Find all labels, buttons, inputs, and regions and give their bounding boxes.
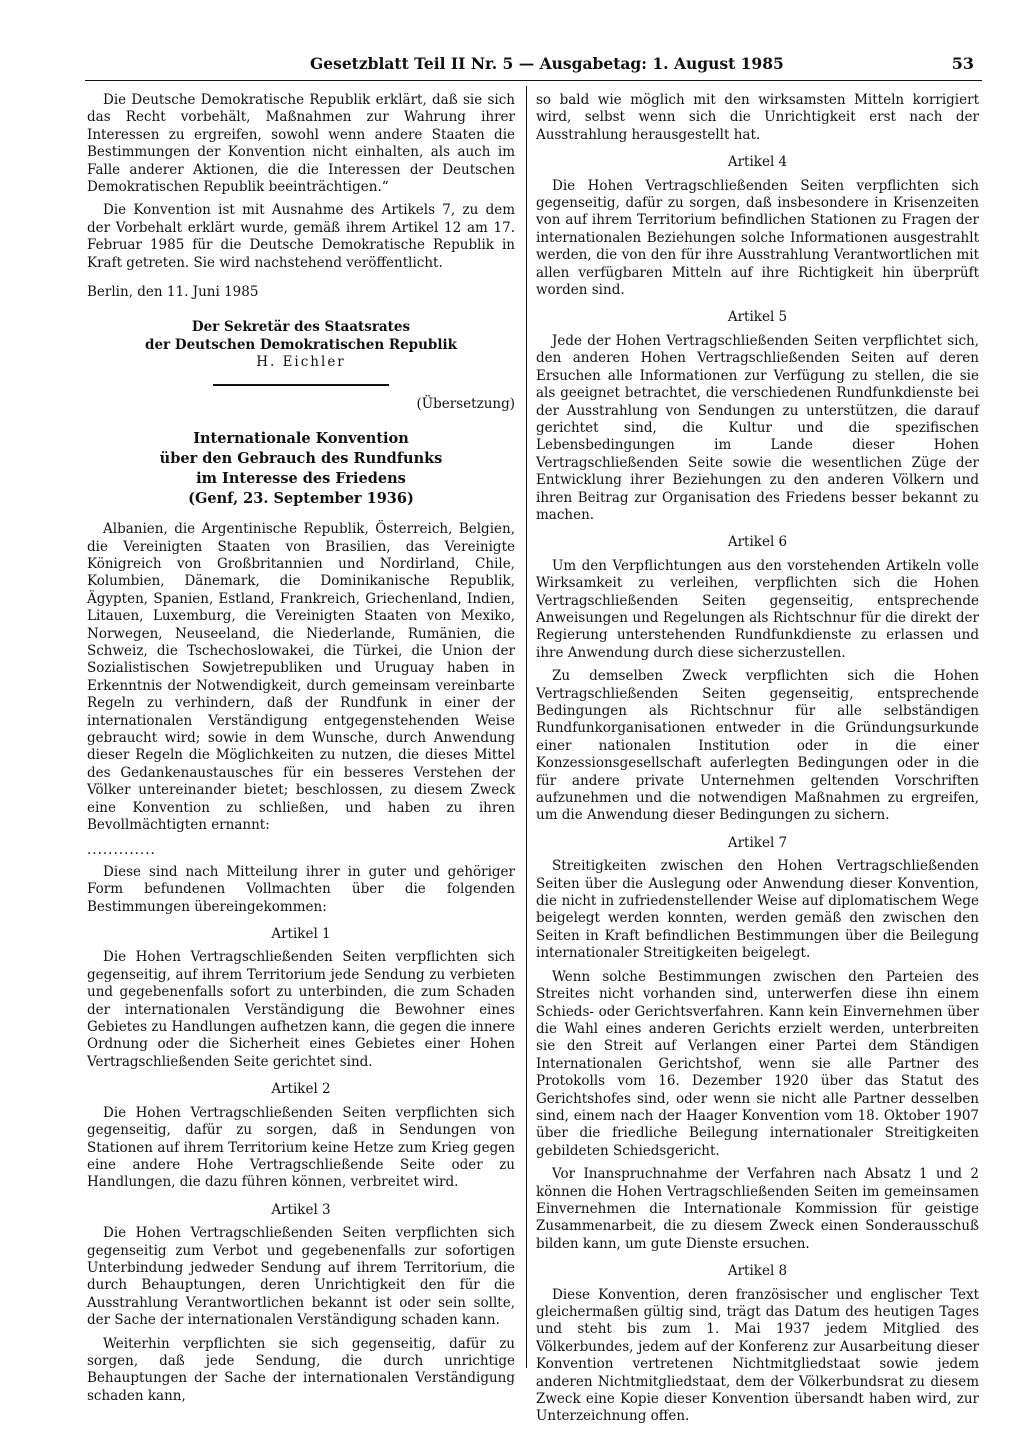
signature-name: H. Eichler	[256, 354, 346, 371]
article-7-text-2: Wenn solche Bestimmungen zwischen den Parteien des Streites nicht vorhanden sind, unterwerfen diese ihn einem Schieds- oder Gerichtsverfahren. Kann kein Einvernehmen über die Wahl eines anderen Gerichts erzielt werden, unterbreiten sie den Streit auf Verlangen einer Partei dem Ständigen Internationalen Gerichtshof, wenn sie alle Partner des Protokolls vom 16. Dezember 1920 über das Statut des Gerichtshofes sind, oder wenn sie nicht alle Partner desselben sind, einem nach der Haager Konvention vom 18. Oktober 1907 über die friedliche Beilegung internationaler Streitigkeiten gebildeten Schiedsgericht.	[536, 968, 979, 1159]
entry-into-force-paragraph: Die Konvention ist mit Ausnahme des Artikels 7, zu dem der Vorbehalt erklärt wurde, gemäß ihrem Artikel 12 am 17. Februar 1985 für die Deutsche Demokratische Republik in Kraft getreten. Sie wird nachstehend veröffentlicht.	[87, 202, 515, 271]
left-column	[87, 92, 515, 1411]
convention-title-line-2: über den Gebrauch des Rundfunks	[159, 450, 443, 468]
article-8-heading: Artikel 8	[727, 1263, 788, 1280]
header-title: Gesetzblatt Teil II Nr. 5 — Ausgabetag: 1. August 1985	[310, 54, 784, 73]
right-column	[536, 92, 979, 1432]
convention-title-line-1: Internationale Konvention	[193, 430, 409, 448]
article-1-heading: Artikel 1	[271, 926, 331, 943]
preamble-paragraph: Albanien, die Argentinische Republik, Österreich, Belgien, die Vereinigten Staaten von Brasilien, das Vereinigte Königreich von Großbritannien und Nordirland, Chile, Kolumbien, Dänemark, die Dominikanische Republik, Ägypten, Spanien, Estland, Frankreich, Griechenland, Indien, Litauen, Luxemburg, die Vereinigten Staaten von Mexiko, Norwegen, Neuseeland, die Niederlande, Rumänien, die Schweiz, die Tschechoslowakei, die Türkei, die Union der Sozialistischen Sowjetrepubliken und Uruguay haben in Erkenntnis der Notwendigkeit, durch gemeinsam vereinbarte Regeln zu verhindern, daß der Rundfunk in einer der internationalen Verständigung entgegenstehenden Weise gebraucht wird; sowie in dem Wunsche, durch Anwendung dieser Regeln die Möglichkeiten zu nutzen, die dieses Mittel des Gedankenaustausches für ein besseres Verstehen der Völker untereinander bietet; beschlossen, zu diesem Zweck eine Konvention zu schließen, und haben zu ihren Bevollmächtigten ernannt:	[87, 521, 515, 833]
agreement-paragraph: Diese sind nach Mitteilung ihrer in guter und gehöriger Form befundenen Vollmachten über die folgenden Bestimmungen übereingekommen:	[87, 863, 515, 915]
article-3-continuation: so bald wie möglich mit den wirksamsten Mitteln korrigiert wird, selbst wenn sich die Unrichtigkeit erst nach der Ausstrahlung herausgestellt hat.	[536, 92, 979, 143]
section-rule	[213, 384, 389, 386]
date-line: Berlin, den 11. Juni 1985	[87, 284, 259, 301]
article-7-text-1: Streitigkeiten zwischen den Hohen Vertragschließenden Seiten über die Auslegung oder Anwendung dieser Konvention, die nicht in zufriedenstellender Weise auf diplomatischem Wege beigelegt werden konnten, werden gemäß den zwischen den Seiten in Kraft befindlichen Bestimmungen über die Beilegung internationaler Streitigkeiten beigelegt.	[536, 858, 979, 962]
article-6-text-1: Um den Verpflichtungen aus den vorstehenden Artikeln volle Wirksamkeit zu verleihen, verpflichten sich die Hohen Vertragschließenden Seiten gegenseitig, entsprechende Anweisungen und Regelungen als Richtschnur für die direkt der Regierung unterstehenden Rundfunkdienste zu erlassen und ihre Anwendung durch diese sicherzustellen.	[536, 557, 979, 661]
article-8-text: Diese Konvention, deren französischer und englischer Text gleichermaßen gültig sind, trägt das Datum des heutigen Tages und steht bis zum 1. Mai 1937 jedem Mitglied des Völkerbundes, jedem auf der Konferenz zur Ausarbeitung dieser Konvention vertretenen Nichtmitgliedstaat sowie jedem anderen Nichtmitgliedstaat, dem der Völkerbundsrat zu diesem Zweck eine Kopie dieser Konvention übersandt haben wird, zur Unterzeichnung offen.	[536, 1286, 979, 1425]
convention-title-line-3: im Interesse des Friedens	[196, 470, 406, 488]
article-6-heading: Artikel 6	[727, 534, 788, 551]
article-3-heading: Artikel 3	[271, 1201, 331, 1218]
article-7-text-3: Vor Inanspruchnahme der Verfahren nach Absatz 1 und 2 können die Hohen Vertragschließenden Seiten im gemeinsamen Einvernehmen die Internationale Kommission für geistige Zusammenarbeit, die zu diesem Zweck einen Sonderausschuß bilden kann, um gute Dienste ersuchen.	[536, 1166, 979, 1252]
article-6-text-2: Zu demselben Zweck verpflichten sich die Hohen Vertragschließenden Seiten gegenseitig, entsprechende Bedingungen als Richtschnur für alle selbständigen Rundfunkorganisationen entweder in die Gründungsurkunde einer nationalen Institution oder in die einer Konzessionsgesellschaft auferlegten Bedingungen oder in die für andere private Unternehmen geltenden Vorschriften aufzunehmen und die notwendigen Maßnahmen zu ergreifen, um die Anwendung dieser Bedingungen zu sichern.	[536, 668, 979, 824]
article-3-text-2: Weiterhin verpflichten sie sich gegenseitig, dafür zu sorgen, daß jede Sendung, die durch unrichtige Behauptungen der Sache der internationalen Verständigung schaden kann,	[87, 1335, 515, 1404]
article-1-text: Die Hohen Vertragschließenden Seiten verpflichten sich gegenseitig, auf ihrem Territorium jede Sendung zu verbieten und gegebenenfalls sofort zu unterbinden, die zum Schaden der internationalen Verständigung die Bewohner eines Gebietes zu Handlungen aufhetzen kann, die gegen die innere Ordnung oder die Sicherheit eines Gebietes einer Hohen Vertragschließenden Seite gerichtet sind.	[87, 949, 515, 1070]
article-4-heading: Artikel 4	[727, 154, 788, 171]
article-2-heading: Artikel 2	[271, 1081, 331, 1098]
article-5-heading: Artikel 5	[727, 309, 788, 326]
article-7-heading: Artikel 7	[727, 834, 788, 851]
article-2-text: Die Hohen Vertragschließenden Seiten verpflichten sich gegenseitig, dafür zu sorgen, daß in Sendungen von Stationen auf ihrem Territorium keine Hetze zum Krieg gegen eine andere Hohe Vertragschließende Seite oder zu Handlungen, die dazu führen können, verbreitet wird.	[87, 1104, 515, 1191]
page-number: 53	[951, 54, 974, 73]
convention-title	[87, 429, 515, 509]
convention-title-line-4: (Genf, 23. September 1936)	[188, 490, 414, 508]
translation-note: (Übersetzung)	[416, 395, 515, 412]
article-3-text-1: Die Hohen Vertragschließenden Seiten verpflichten sich gegenseitig zum Verbot und gegebenenfalls zur sofortigen Unterbindung jedweder Sendung auf ihrem Territorium, die durch Behauptungen, deren Unrichtigkeit den für die Ausstrahlung Verantwortlichen bekannt ist oder sein sollte, der Sache der internationalen Verständigung schaden kann.	[87, 1225, 515, 1329]
signature-title-2: der Deutschen Demokratischen Republik	[145, 336, 457, 353]
article-5-text: Jede der Hohen Vertragschließenden Seiten verpflichtet sich, den anderen Hohen Vertragschließenden Seiten auf deren Ersuchen alle Informationen zur Verfügung zu stellen, die sie als geeignet betrachtet, die verschiedenen Rundfunkdienste bei der Ausstrahlung von Sendungen zu unterstützen, die darauf gerichtet sind, die Kultur und die spezifischen Lebensbedingungen im Lande dieser Hohen Vertragschließenden Seite sowie die wesentlichen Züge der Entwicklung ihrer Beziehungen zu den anderen Völkern und ihren Beitrag zur Organisation des Friedens besser bekannt zu machen.	[536, 332, 979, 523]
column-divider	[526, 86, 527, 1368]
header-rule	[85, 80, 982, 81]
article-4-text: Die Hohen Vertragschließenden Seiten verpflichten sich gegenseitig, dafür zu sorgen, daß insbesondere in Krisenzeiten von auf ihrem Territorium befindlichen Stationen zu Fragen der internationalen Beziehungen solche Informationen ausgestrahlt werden, die von den für ihre Ausstrahlung Verantwortlichen mit allen verfügbaren Mitteln auf ihre Richtigkeit hin überprüft worden sind.	[536, 177, 979, 299]
plenipotentiaries-dots: .............	[87, 842, 156, 859]
page-header	[85, 54, 982, 78]
declaration-paragraph: Die Deutsche Demokratische Republik erklärt, daß sie sich das Recht vorbehält, Maßnahmen zur Wahrung ihrer Interessen zu ergreifen, sowohl wenn andere Staaten die Bestimmungen der Konvention nicht einhalten, als auch im Falle anderer Aktionen, die die Interessen der Deutschen Demokratischen Republik beeinträchtigen.“	[87, 92, 515, 196]
signature-title-1: Der Sekretär des Staatsrates	[191, 319, 411, 336]
